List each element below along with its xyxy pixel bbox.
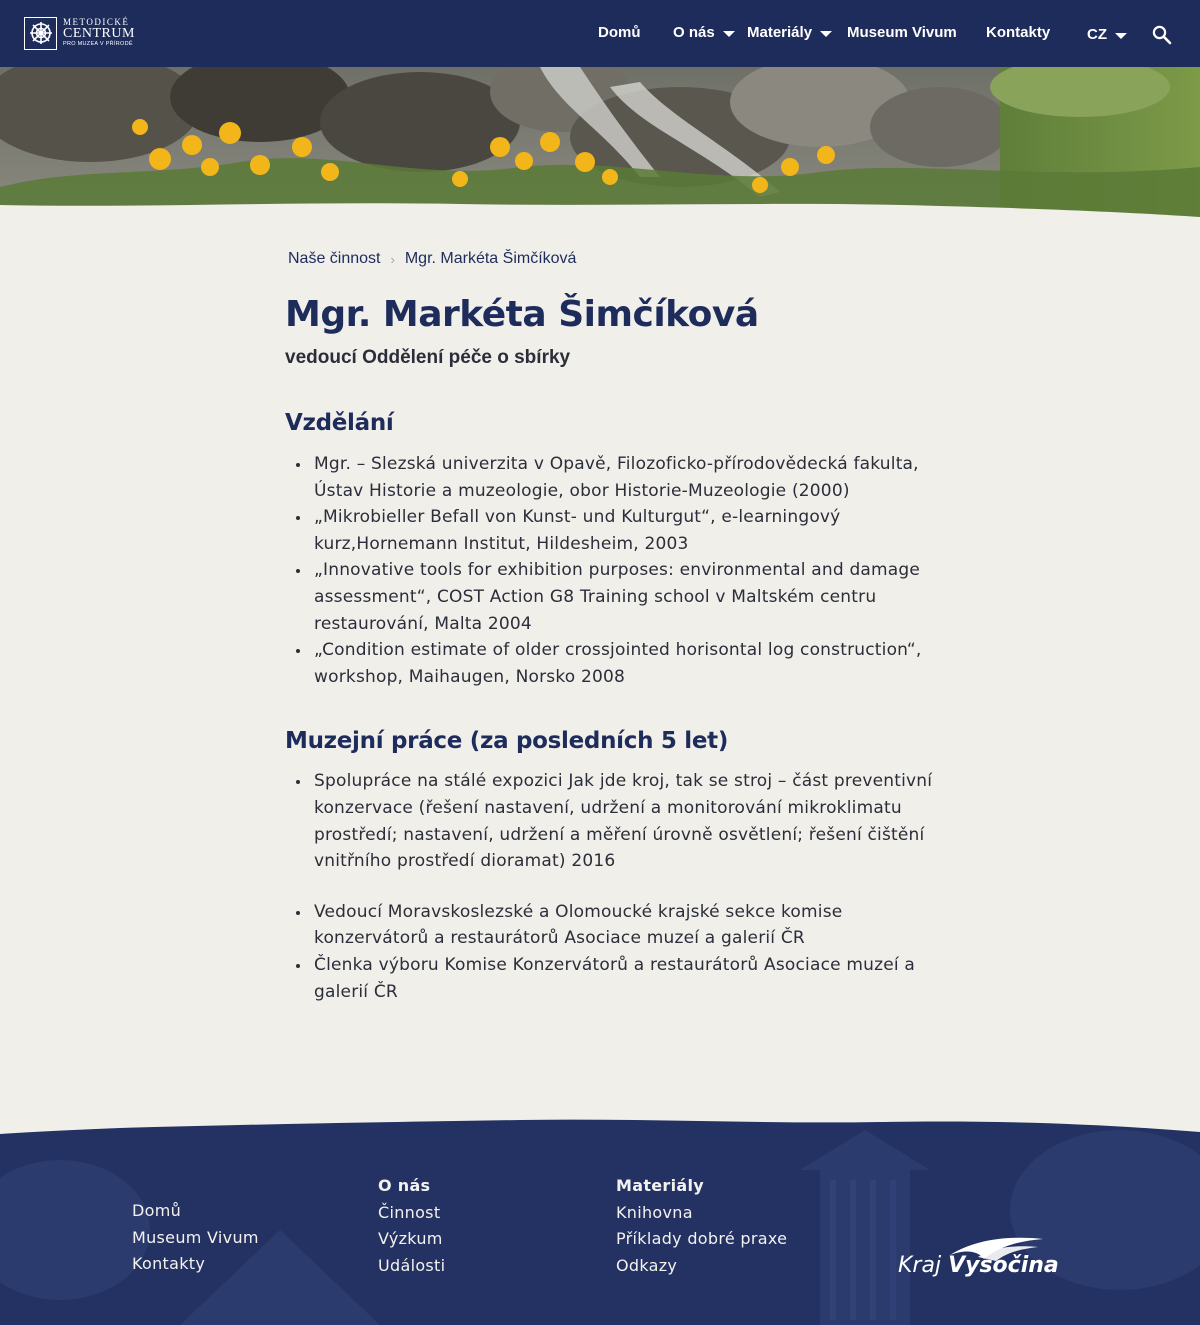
logo-wordmark (63, 18, 135, 48)
list-item: „Innovative tools for exhibition purposes: environmental and damage assessment“, COST Action G8 Training school v Maltském centru restaurování, Malta 2004 (285, 557, 945, 637)
footer-column-materials (616, 1173, 787, 1279)
footer-heading-materials[interactable]: Materiály (616, 1176, 705, 1195)
breadcrumb-link-activity[interactable]: Naše činnost (288, 250, 381, 267)
main-content (285, 250, 945, 1005)
page-title: Mgr. Markéta Šimčíková (285, 294, 759, 335)
footer-heading-about[interactable]: O nás (378, 1176, 431, 1195)
section-heading-museum-work: Muzejní práce (za posledních 5 let) (285, 728, 729, 755)
section-heading-education: Vzdělání (285, 410, 394, 436)
nav-label: Museum Vivum (847, 24, 957, 41)
footer-link-research[interactable]: Výzkum (378, 1229, 443, 1249)
site-logo[interactable] (24, 16, 135, 50)
chevron-down-icon (820, 31, 832, 37)
education-list (285, 451, 945, 690)
breadcrumb-current: Mgr. Markéta Šimčíková (404, 250, 577, 267)
list-item: Vedoucí Moravskoslezské a Olomoucké krajské sekce komise konzervátorů a restaurátorů Asociace muzeí a galerií ČR (285, 899, 945, 952)
nav-label: Kontakty (986, 24, 1051, 41)
chevron-down-icon (723, 31, 735, 37)
footer-column-main (132, 1198, 259, 1278)
language-label: CZ (1087, 26, 1107, 43)
nav-item-museum-vivum[interactable] (847, 24, 957, 41)
museum-work-list (285, 768, 945, 1005)
logo-line-2: CENTRUM (63, 26, 135, 42)
nav-label: O nás (673, 24, 715, 41)
job-title: vedoucí Oddělení péče o sbírky (285, 347, 571, 368)
footer-link-library[interactable]: Knihovna (616, 1202, 693, 1222)
footer-link-references[interactable]: Odkazy (616, 1255, 678, 1275)
nav-item-contacts[interactable] (986, 24, 1050, 41)
list-item: Mgr. – Slezská univerzita v Opavě, Filozoficko-přírodovědecká fakulta, Ústav Historie a muzeologie, obor Historie-Muzeologie (2000) (285, 451, 945, 504)
list-item: Spolupráce na stálé expozici Jak jde kroj, tak se stroj – část preventivní konzervace (řešení nastavení, udržení a monitorování mikroklimatu prostředí; nastavení, udržení a měření úrovně osvětlení; řešení čištění vnitřního prostředí dioramat) 2016 (285, 768, 945, 874)
site-footer (0, 1110, 1200, 1325)
footer-link-home[interactable]: Domů (132, 1201, 182, 1220)
logo-line-1: METODICKÉ (63, 17, 130, 28)
nav-item-materials[interactable] (747, 24, 832, 41)
list-item: Členka výboru Komise Konzervátorů a restaurátorů Asociace muzeí a galerií ČR (285, 952, 945, 1005)
kraj-vysocina-wordmark (898, 1253, 1059, 1278)
footer-link-contacts[interactable]: Kontakty (132, 1254, 206, 1274)
nav-item-home[interactable] (598, 24, 641, 41)
snowflake-logo-icon (24, 17, 57, 50)
footer-link-activity[interactable]: Činnost (378, 1202, 441, 1222)
logo-line-3: PRO MUZEA V PŘÍRODĚ (63, 41, 133, 48)
footer-column-about (378, 1173, 445, 1279)
nav-label: Materiály (747, 24, 813, 41)
footer-link-events[interactable]: Události (378, 1255, 446, 1275)
top-navigation-bar (0, 0, 1200, 67)
kraj-logo-part-1: Kraj (898, 1253, 942, 1278)
kraj-logo-part-2: Vysočina (948, 1253, 1059, 1278)
list-item: „Condition estimate of older crossjointed horisontal log construction“, workshop, Maihaugen, Norsko 2008 (285, 637, 945, 690)
footer-link-museum-vivum[interactable]: Museum Vivum (132, 1227, 259, 1247)
footer-link-best-practice[interactable]: Příklady dobré praxe (616, 1229, 788, 1249)
search-icon[interactable] (1152, 25, 1172, 45)
breadcrumb-separator: › (390, 251, 395, 267)
nav-label: Domů (598, 24, 641, 41)
nav-item-about[interactable] (673, 24, 735, 41)
chevron-down-icon (1115, 33, 1127, 39)
breadcrumb (288, 250, 945, 268)
hero-nature-photo (0, 67, 1200, 222)
list-item: „Mikrobieller Befall von Kunst- und Kulturgut“, e-learningový kurz,Hornemann Institut, Hildesheim, 2003 (285, 504, 945, 557)
language-switcher[interactable] (1087, 26, 1127, 43)
